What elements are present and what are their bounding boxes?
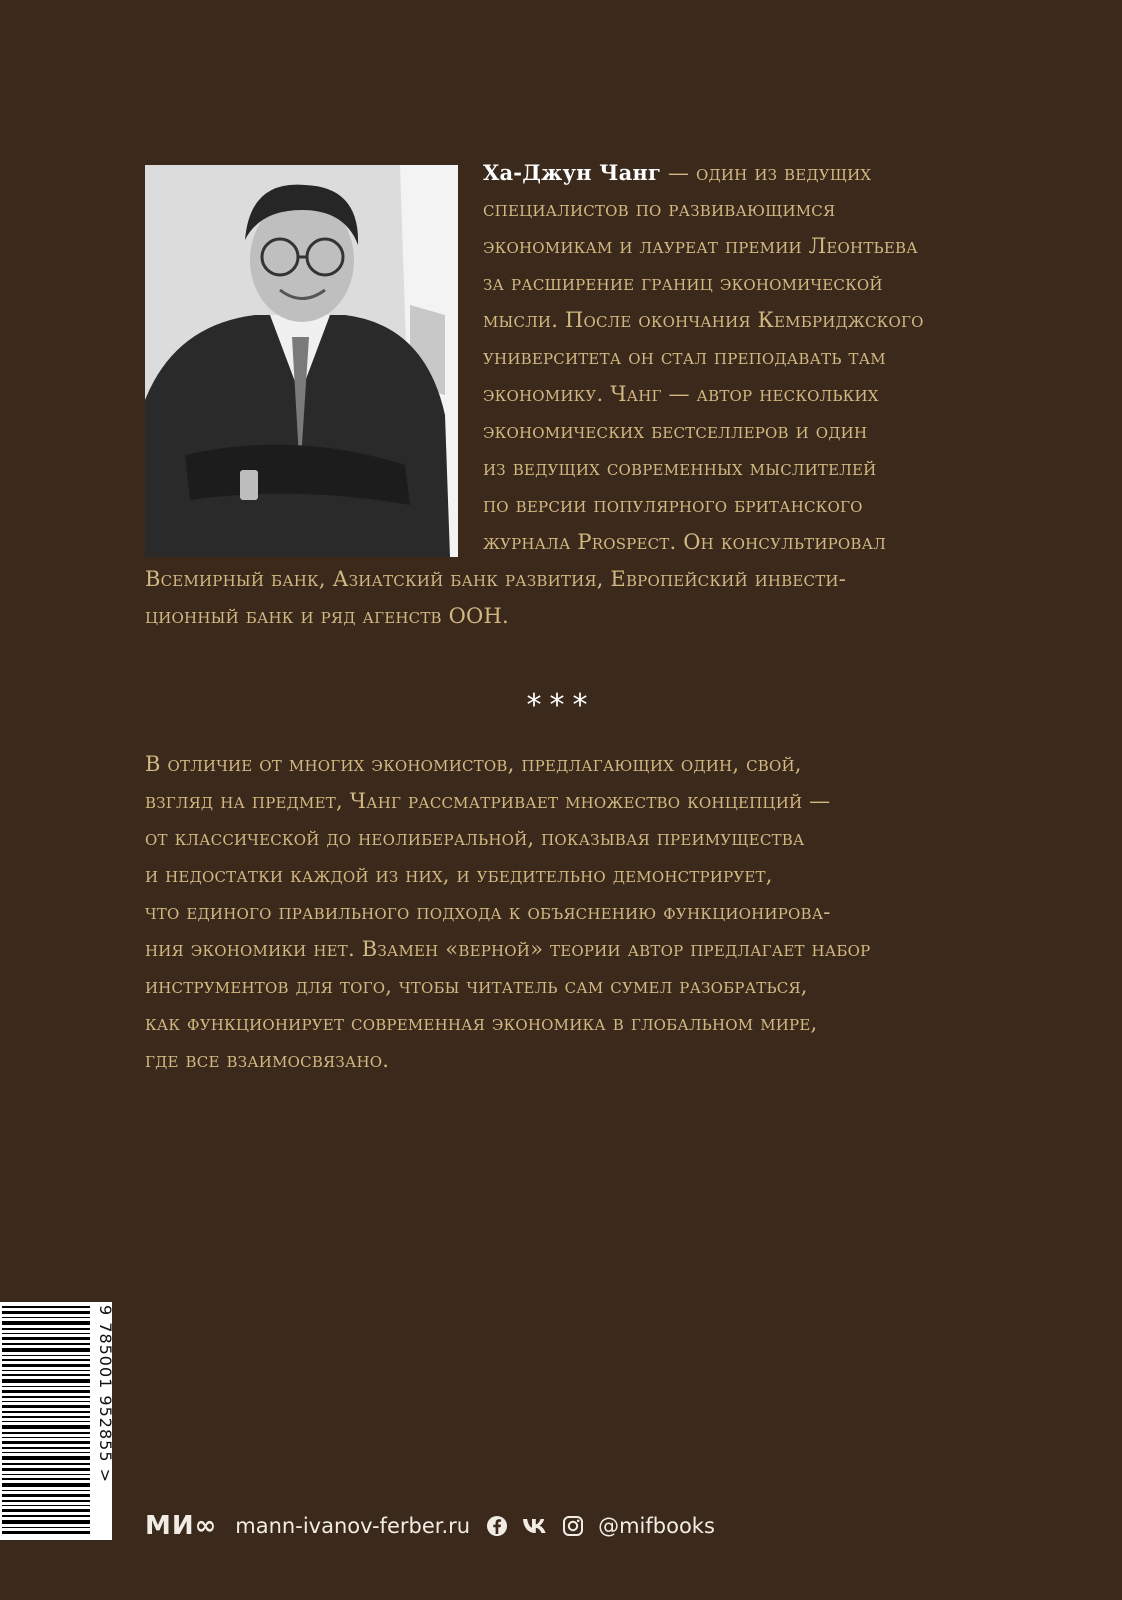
description-line: взгляд на предмет, Чанг рассматривает множество концепций — — [145, 789, 831, 813]
bio-line: мысли. После окончания Кембриджского — [483, 308, 924, 332]
description-line: как функционирует современная экономика в глобальном мире, — [145, 1011, 818, 1035]
description-line: что единого правильного подхода к объяснению функционирова- — [145, 900, 831, 924]
section-separator: *** — [526, 688, 596, 723]
facebook-icon[interactable] — [486, 1515, 508, 1537]
isbn-number: 9 785001 952855 > — [96, 1305, 115, 1483]
publisher-logo: МИ∞ — [145, 1511, 218, 1541]
description-line: от классической до неолиберальной, показывая преимущества — [145, 826, 805, 850]
description-line: В отличие от многих экономистов, предлагающих один, свой, — [145, 752, 802, 776]
description-line: и недостатки каждой из них, и убедительно демонстрирует, — [145, 863, 773, 887]
vk-icon[interactable] — [522, 1517, 548, 1535]
description-line: инструментов для того, чтобы читатель сам сумел разобраться, — [145, 974, 808, 998]
footer — [145, 1508, 715, 1544]
bio-line: экономических бестселлеров и один — [483, 419, 868, 443]
website-link[interactable]: mann-ivanov-ferber.ru — [235, 1514, 471, 1538]
author-photo — [145, 165, 458, 557]
bio-line: Ха-Джун Чанг — один из ведущих — [483, 160, 872, 185]
bio-line: ционный банк и ряд агенств ООН. — [145, 604, 509, 628]
author-name: Ха-Джун Чанг — [483, 160, 662, 185]
bio-line: журнала Prospect. Он консультировал — [483, 530, 886, 554]
bio-line: экономикам и лауреат премии Леонтьева — [483, 234, 918, 258]
bio-line: университета он стал преподавать там — [483, 345, 886, 369]
instagram-icon[interactable] — [562, 1515, 584, 1537]
bio-line: по версии популярного британского — [483, 493, 863, 517]
bio-line: из ведущих современных мыслителей — [483, 456, 877, 480]
bio-line: Всемирный банк, Азиатский банк развития, Европейский инвести- — [145, 567, 847, 591]
social-handle[interactable]: @mifbooks — [598, 1514, 715, 1538]
description-line: где все взаимосвязано. — [145, 1048, 390, 1072]
bio-line: специалистов по развивающимся — [483, 197, 836, 221]
description-line: ния экономики нет. Взамен «верной» теории автор предлагает набор — [145, 937, 871, 961]
bio-line: экономику. Чанг — автор нескольких — [483, 382, 879, 406]
bio-line: за расширение границ экономической — [483, 271, 883, 295]
